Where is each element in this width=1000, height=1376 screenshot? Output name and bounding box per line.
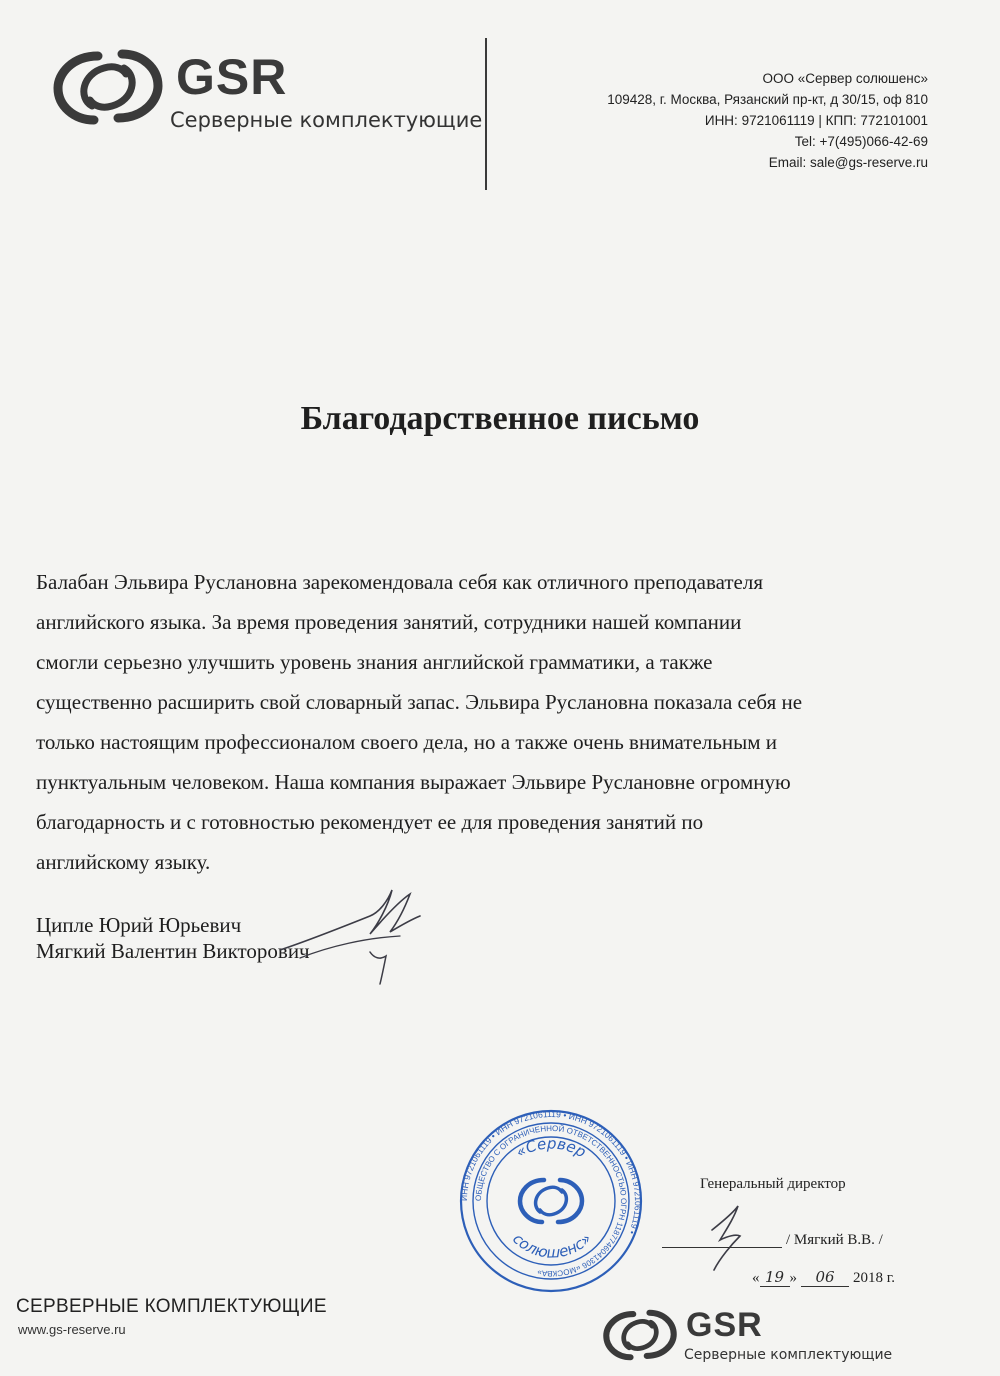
- header-divider: [485, 38, 487, 190]
- stamp-top-word: «Сервер: [512, 1134, 590, 1162]
- body-line: Балабан Эльвира Руслановна зарекомендовала себя как отличного преподавателя: [36, 570, 764, 594]
- director-signature-icon: [690, 1196, 760, 1276]
- company-phone: Tel: +7(495)066-42-69: [794, 134, 928, 149]
- date-day: 19: [760, 1268, 790, 1287]
- date-open-quote: «: [752, 1270, 760, 1286]
- stamp-inner-text: ОБЩЕСТВО С ОГРАНИЧЕННОЙ ОТВЕТСТВЕННОСТЬЮ ОГРН 1187746041306 «МОСКВА»: [473, 1123, 629, 1279]
- date-close-quote: »: [789, 1270, 797, 1286]
- signature-date: [752, 1268, 895, 1287]
- company-inn: ИНН: 9721061119 | КПП: 772101001: [704, 113, 928, 128]
- footer-url: www.gs-reserve.ru: [18, 1322, 126, 1337]
- date-month: 06: [801, 1268, 849, 1287]
- body-line: смогли серьезно улучшить уровень знания английской грамматики, а также: [36, 650, 713, 674]
- letter-title: Благодарственное письмо: [300, 400, 700, 437]
- signatories: [36, 912, 310, 964]
- date-year: 2018 г.: [853, 1270, 895, 1286]
- gsr-logo-icon: [52, 44, 164, 130]
- footer-brand-name: GSR: [686, 1306, 763, 1344]
- body-line: английского языка. За время проведения занятий, сотрудники нашей компании: [36, 610, 742, 634]
- signatory-name: Ципле Юрий Юрьевич: [36, 913, 242, 937]
- signature-line: [662, 1247, 782, 1248]
- position-label: Генеральный директор: [700, 1176, 846, 1192]
- footer-title: СЕРВЕРНЫЕ КОМПЛЕКТУЮЩИЕ: [16, 1296, 327, 1317]
- footer-gsr-logo-icon: [602, 1306, 678, 1364]
- company-address: 109428, г. Москва, Рязанский пр-кт, д 30/15, оф 810: [607, 92, 928, 107]
- signer-name: / Мягкий В.В. /: [786, 1232, 883, 1248]
- brand-name: GSR: [176, 49, 288, 105]
- brand-subtitle: Серверные комплектующие: [170, 108, 483, 132]
- body-line: пунктуальным человеком. Наша компания выражает Эльвире Руслановне огромную: [36, 770, 791, 794]
- company-email: Email: sale@gs-reserve.ru: [768, 155, 928, 170]
- body-line: английскому языку.: [36, 850, 211, 874]
- company-stamp: [458, 1108, 644, 1294]
- footer-brand-subtitle: Серверные комплектующие: [684, 1347, 893, 1363]
- body-line: благодарность и с готовностью рекомендует ее для проведения занятий по: [36, 810, 704, 834]
- body-line: только настоящим профессионалом своего дела, но а также очень внимательным и: [36, 730, 778, 754]
- svg-text:«Сервер: [513, 1134, 589, 1161]
- signatory-name: Мягкий Валентин Викторович: [36, 939, 310, 963]
- body-line: существенно расширить свой словарный запас. Эльвира Руслановна показала себя не: [36, 690, 803, 714]
- stamp-outer-text: ИНН 9721061119 • ИНН 9721061119 • ИНН 9721061119 • ИНН 9721061119 •: [458, 1108, 644, 1236]
- handwritten-signature-icon: [270, 880, 450, 990]
- company-name: ООО «Сервер солюшенс»: [762, 71, 928, 86]
- stamp-bottom-word: солюшенс»: [509, 1229, 595, 1262]
- company-contacts: [607, 68, 928, 173]
- stamp-logo-icon: [520, 1180, 582, 1222]
